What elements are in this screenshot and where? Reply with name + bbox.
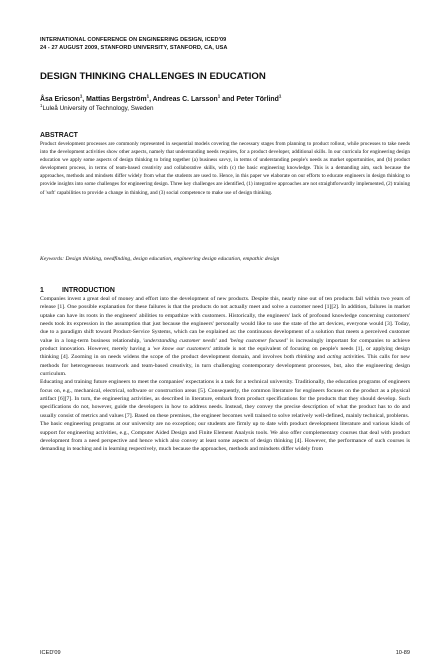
italic-run: 'we know our customers': [152, 346, 211, 353]
page-number: 10-89: [395, 650, 410, 656]
author-name: Mattias Bergström: [86, 96, 147, 103]
keywords: [40, 255, 410, 263]
author-superscript: 1: [146, 93, 150, 99]
text-run: and: [314, 354, 328, 361]
italic-run: 'being customer focused': [229, 337, 288, 344]
author-name: Peter Törlind: [236, 96, 279, 103]
author-list: [40, 95, 410, 104]
conference-header: [40, 36, 410, 52]
text-run: and: [216, 337, 230, 344]
text-run: is increasingly important for companies to achieve product innovation. However, merely having a: [40, 337, 410, 353]
keywords-text: Design thinking, needfinding, design education, engineering design education, empathic design: [65, 256, 280, 262]
author-name: Åsa Ericson: [40, 96, 80, 103]
italic-run: thinking: [296, 354, 315, 361]
text-run: activities. This calls for new methods for heterogeneous teamwork and team-based creativity, in turn challenging contemporary development processes, but, also the engineering design curriculum.: [40, 354, 410, 378]
section-title: INTRODUCTION: [62, 287, 115, 294]
affiliation: [40, 104, 154, 113]
affiliation-text: Luleå University of Technology, Sweden: [42, 105, 154, 112]
keywords-label: Keywords:: [40, 256, 65, 262]
italic-run: acting: [327, 354, 342, 361]
footer-conference: ICED'09: [40, 650, 61, 656]
author-name: Andreas C. Larsson: [152, 96, 218, 103]
abstract-heading: ABSTRACT: [40, 132, 78, 139]
author-separator: ,: [82, 96, 87, 103]
body-paragraph: The basic engineering programs at our university are no exception; our students are firmly up to date with product development literature and various kinds of support for engineering activities, e.g., Computer Aided Design and Finite Element Analysis tools. We also offer complementary courses that deal with product development from a need perspective and hence which also convey at least some aspects of design thinking [4]. However, the performance of such courses is demanding in teaching and in learning respectively, much because the approaches, methods and mindsets differ widely from: [40, 421, 410, 453]
italic-run: 'understanding customer needs': [143, 337, 217, 344]
section-heading: [40, 286, 115, 295]
body-paragraph: [40, 295, 410, 378]
author-separator: ,: [149, 96, 153, 103]
abstract-text: Product development processes are commonly represented in sequential models covering the necessary stages from planning to product rollout, while processes to take needs into the development activities show other aspects, namely that understanding needs requires, for a product developer, additional skills. In our curricula for engineering design education we apply some aspects of design thinking to bring together (a) business savvy, in terms of understanding people's needs as market opportunities, and (b) product development process, in terms of team-based creativity and collaborative skills, with (c) the basic engineering knowledge. This is a demanding aim, such because the approaches, methods and mindsets differ widely from what the students are used to. Hence, in this paper we elaborate on our efforts to educate engineers in design thinking to provide insights into some challenges for engineering design. Three key challenges are identified, (1) integrative approaches are not straightforwardly implemented, (2) training of 'soft' capabilities to provide a change in thinking, and (3) social competence to make use of design thinking.: [40, 141, 410, 196]
conference-date: 24 - 27 AUGUST 2009, STANFORD UNIVERSITY, STANFORD, CA, USA: [40, 45, 228, 51]
conference-name: INTERNATIONAL CONFERENCE ON ENGINEERING DESIGN, ICED'09: [40, 37, 227, 43]
affiliation-superscript: 1: [40, 102, 43, 108]
author-superscript: 1: [278, 93, 282, 99]
text-run: attitude is not the equivalent of focusing on people's needs [1], or applying design thinking [4]. Zooming in on needs widens the scope of the product development domain, and involves both: [40, 346, 410, 361]
section-number: 1: [40, 287, 44, 294]
introduction-body: [40, 295, 410, 454]
paper-title: DESIGN THINKING CHALLENGES IN EDUCATION: [40, 71, 266, 82]
body-paragraph: Educating and training future engineers to meet the companies' expectations is a task for a technical university. Traditionally, the education programs of engineers focus on, e.g., mechanical, electrical, software or construction areas [5]. Consequently, the common literature for engineers focuses on the product as a physical artifact [6][7]. In turn, the engineering activities, as described in literature, embark from product specifications for the products that they should develop. Such specifications do not, however, guide the developers in how to address needs. Instead, they convey the precise description of what the product has to do and usually consist of metrics and values [7]. Based on these premises, the engineer becomes well trained to solve relatively well-defined, mainly technical, problems.: [40, 379, 410, 419]
author-superscript: 1: [217, 93, 221, 99]
text-run: Companies invest a great deal of money and effort into the development of new products. Despite this, nearly nine out of ten products fail within two years of release [1]. One possible explanation for these failures is that the products do not actually meet and solve a customer need [1][2]. In addition, failures in market uptake can have its roots in the engineers' abilities to empathize with customers. Historically, the engineers' lack of profound knowledge concerning customers' needs took its expression in the assumption that just because the engineers' personally would like to use the state of the art devices, everyone would [3]. Today, due to a paradigm shift toward Product-Service Systems, which can be explained as: the continuous development of a solution that meets a perceived customer value in a long-term business relationship,: [40, 296, 410, 344]
author-superscript: 1: [79, 93, 83, 99]
author-separator: and: [220, 96, 237, 103]
